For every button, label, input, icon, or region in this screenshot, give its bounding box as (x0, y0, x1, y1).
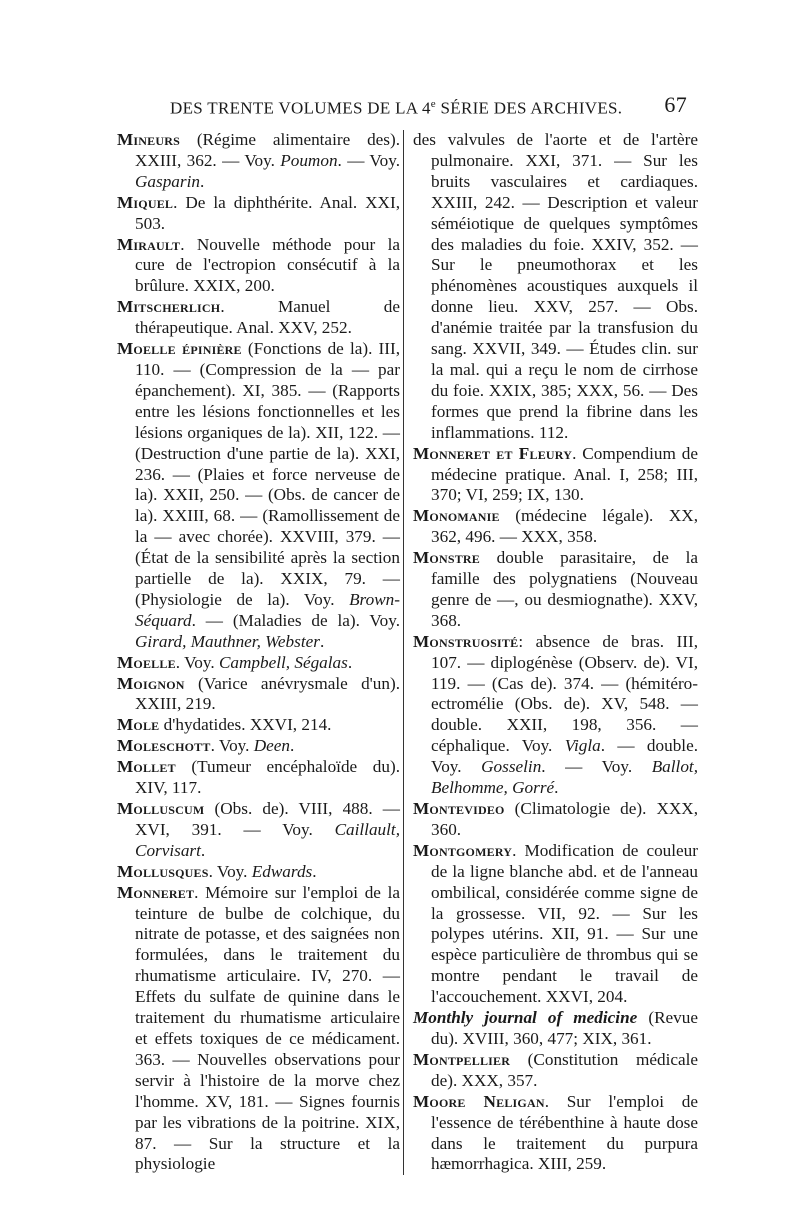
index-entry (117, 883, 400, 1176)
entry-text: . Voy. (175, 652, 219, 672)
index-entry (413, 841, 698, 1008)
entry-headword: Moelle épinière (117, 339, 242, 359)
entry-reference: Gosselin (481, 757, 542, 777)
entry-text: . — (Maladies de la). Voy. (191, 610, 400, 630)
running-title (170, 98, 622, 119)
index-entry (413, 1092, 698, 1176)
entry-headword: Monneret et Fleury (413, 443, 573, 463)
index-entry (413, 632, 698, 799)
entry-text: . (312, 861, 317, 881)
entry-text: . (347, 652, 353, 672)
entry-headword: Moignon (117, 673, 185, 693)
entry-text: d'hydatides. XXVI, 214. (159, 715, 332, 735)
index-entry (117, 297, 400, 339)
entry-text: . (319, 631, 325, 651)
index-entry (117, 674, 400, 716)
entry-headword: Monneret (117, 882, 195, 902)
index-entry (413, 444, 698, 507)
entry-text: . Manuel de thérapeutique. Anal. XXV, 252. (135, 297, 400, 338)
entry-text: (médecine légale). XX, 362, 496. — XXX, 358. (431, 506, 698, 547)
entry-text: (Tumeur encéphaloïde du). XIV, 117. (135, 757, 400, 798)
index-entry (413, 548, 698, 632)
entry-text: (Climatologie de). XXX, 360. (431, 799, 698, 839)
entry-text: (Varice anévrysmale d'un). XXIII, 219. (135, 673, 400, 714)
index-entry (413, 506, 698, 548)
entry-text: double parasitaire, de la famille des polygnatiens (Nouveau genre de —, ou desmiognathe). XXV, 368. (431, 548, 698, 630)
entry-reference: Edwards (251, 861, 313, 881)
index-entry (117, 757, 400, 799)
entry-reference: Poumon (280, 150, 338, 170)
index-entry (117, 193, 400, 235)
index-entry (413, 1050, 698, 1092)
entry-headword: Montevideo (413, 799, 505, 818)
entry-text: (Fonctions de la). III, 110. — (Compression de la — par épanchement). XI, 385. — (Rapports entre les lésions fonctionnelles et les lésions organiques de la). XII, 122. — (Destruction d'une partie de la). XXI, 236. — (Plaies et force nerveuse de la). XXII, 250. — (Obs. de cancer de la). XXIII, 68. — (Ramollissement de la — avec chorée). XXVIII, 379. — (État de la sensibilité après la section partielle de la). XXIX, 79. — (Physiologie de la). Voy. (135, 339, 401, 609)
title-superscript: e (430, 98, 436, 110)
index-entry (117, 130, 400, 193)
entry-headword: Mollusques (117, 861, 209, 881)
entry-headword: Mollet (117, 757, 176, 777)
entry-reference: Girard, Mauthner, Webster (135, 631, 320, 651)
index-entry (117, 339, 400, 653)
entry-headword: Miquel (117, 192, 174, 212)
index-entry (117, 235, 400, 298)
entry-text: . Mémoire sur l'emploi de la teinture de bulbe de colchique, du nitrate de potasse, et des saignées non formulées, dans le traitement du rhumatisme articulaire. IV, 270. — Effets du sulfate de quinine dans le traitement du rhumatisme articulaire et effets toxiques de ce médicament. 363. — Nouvelles observations pour servir à l'histoire de la morve chez l'homme. XV, 181. — Signes fournis par les vibrations de la poitrine. XIX, 87. — Sur la structure et la physiologie (135, 882, 400, 1174)
title-text-end: SÉRIE DES ARCHIVES. (435, 98, 623, 118)
entry-text: . — Voy. (337, 150, 400, 170)
entry-text: . (199, 171, 205, 191)
entry-headword: Mole (117, 715, 160, 735)
entry-text: : absence de bras. III, 107. — diplogénèse (Observ. de). VI, 119. — (Cas de). 374. — (hémitéro-ectromélie (Obs. de). XV, 548. — double. XXII, 198, 356. — céphalique. Voy. (431, 631, 698, 756)
index-entry (117, 653, 400, 674)
entry-reference: Gasparin (135, 171, 200, 191)
entry-text: . — Voy. (541, 757, 652, 777)
index-entry (117, 715, 400, 736)
title-text: DES TRENTE VOLUMES DE LA 4 (170, 98, 431, 118)
left-column (117, 130, 400, 1175)
entry-text: (Constitution médicale de). XXX, 357. (431, 1049, 698, 1090)
entry-reference: Deen (253, 736, 291, 756)
entry-text: (Revue du). XVIII, 360, 477; XIX, 361. (431, 1008, 698, 1048)
index-entry (117, 736, 400, 757)
entry-text: . (554, 778, 559, 798)
entry-text: . (200, 840, 206, 860)
entry-headword: Mineurs (117, 130, 180, 149)
entry-text: . Voy. (210, 736, 254, 756)
entry-reference: Ballot, Belhomme, Gorré (431, 757, 698, 798)
running-header (112, 92, 687, 120)
entry-headword: Moleschott (117, 736, 211, 756)
entry-text: . Compendium de médecine pratique. Anal. I, 258; III, 370; VI, 259; IX, 130. (431, 443, 698, 505)
entry-reference: Caillault, Corvisart (135, 819, 400, 860)
index-entry (413, 799, 698, 841)
right-column (403, 130, 698, 1175)
entry-text: . (290, 736, 295, 756)
entry-headword: Moore Neligan (413, 1091, 545, 1111)
entry-reference: Campbell, Ségalas (218, 652, 348, 672)
entry-reference: Brown-Séquard (135, 589, 400, 630)
entry-headword: Monstre (413, 548, 480, 568)
entry-headword: Mirault (117, 234, 181, 254)
index-entry (413, 1008, 698, 1050)
entry-headword: Montpellier (413, 1049, 511, 1069)
entry-headword: Monomanie (413, 506, 500, 526)
entry-headword: Monthly journal of medicine (413, 1008, 638, 1028)
entry-headword: Monstruosité (413, 631, 519, 651)
entry-text: . Sur l'emploi de l'essence de térébenthine à haute dose dans le traitement du purpura hæmorrhagica. XIII, 259. (431, 1091, 698, 1174)
entry-reference: Vigla (564, 736, 601, 756)
entry-text: . Nouvelle méthode pour la cure de l'ectropion consécutif à la brûlure. XXIX, 200. (135, 234, 400, 296)
entry-headword: Montgomery (413, 840, 513, 860)
entry-text: . Modification de couleur de la ligne blanche abd. et de l'anneau ombilical, considérée comme signe de la grossesse. VII, 92. — Sur les polypes utérins. XII, 91. — Sur une espèce particulière de thrombus qui se montre pendant le travail de l'accouchement. XXVI, 204. (431, 840, 698, 1007)
entry-text: . Voy. (208, 861, 252, 881)
entry-text: . — double. Voy. (431, 736, 698, 777)
entry-text: (Obs. de). VIII, 488. — XVI, 391. — Voy. (135, 799, 400, 839)
entry-text: (Régime alimentaire des). XXIII, 362. — Voy. (135, 130, 400, 170)
entry-headword: Moelle (117, 652, 176, 672)
entry-text: . De la diphthérite. Anal. XXI, 503. (135, 192, 400, 233)
page-number: 67 (664, 92, 687, 117)
entry-text: des valvules de l'aorte et de l'artère pulmonaire. XXI, 371. — Sur les bruits vasculaires et cardiaques. XXIII, 242. — Description et valeur séméiotique de quelques symptômes des maladies du foie. XXIV, 352. — Sur le pneumothorax et les phénomènes acoustiques auxquels il donne lieu. XXV, 257. — Obs. d'anémie traitée par la transfusion du sang. XXVII, 349. — Études clin. sur la mal. qui a reçu le nom de cirrhose du foie. XXIX, 385; XXX, 56. — Des formes que prend la fibrine dans les inflammations. 112. (413, 130, 698, 442)
index-entry (413, 130, 698, 444)
index-entry (117, 799, 400, 862)
index-entry (117, 862, 400, 883)
entry-headword: Mitscherlich (117, 297, 221, 317)
entry-headword: Molluscum (117, 799, 205, 818)
